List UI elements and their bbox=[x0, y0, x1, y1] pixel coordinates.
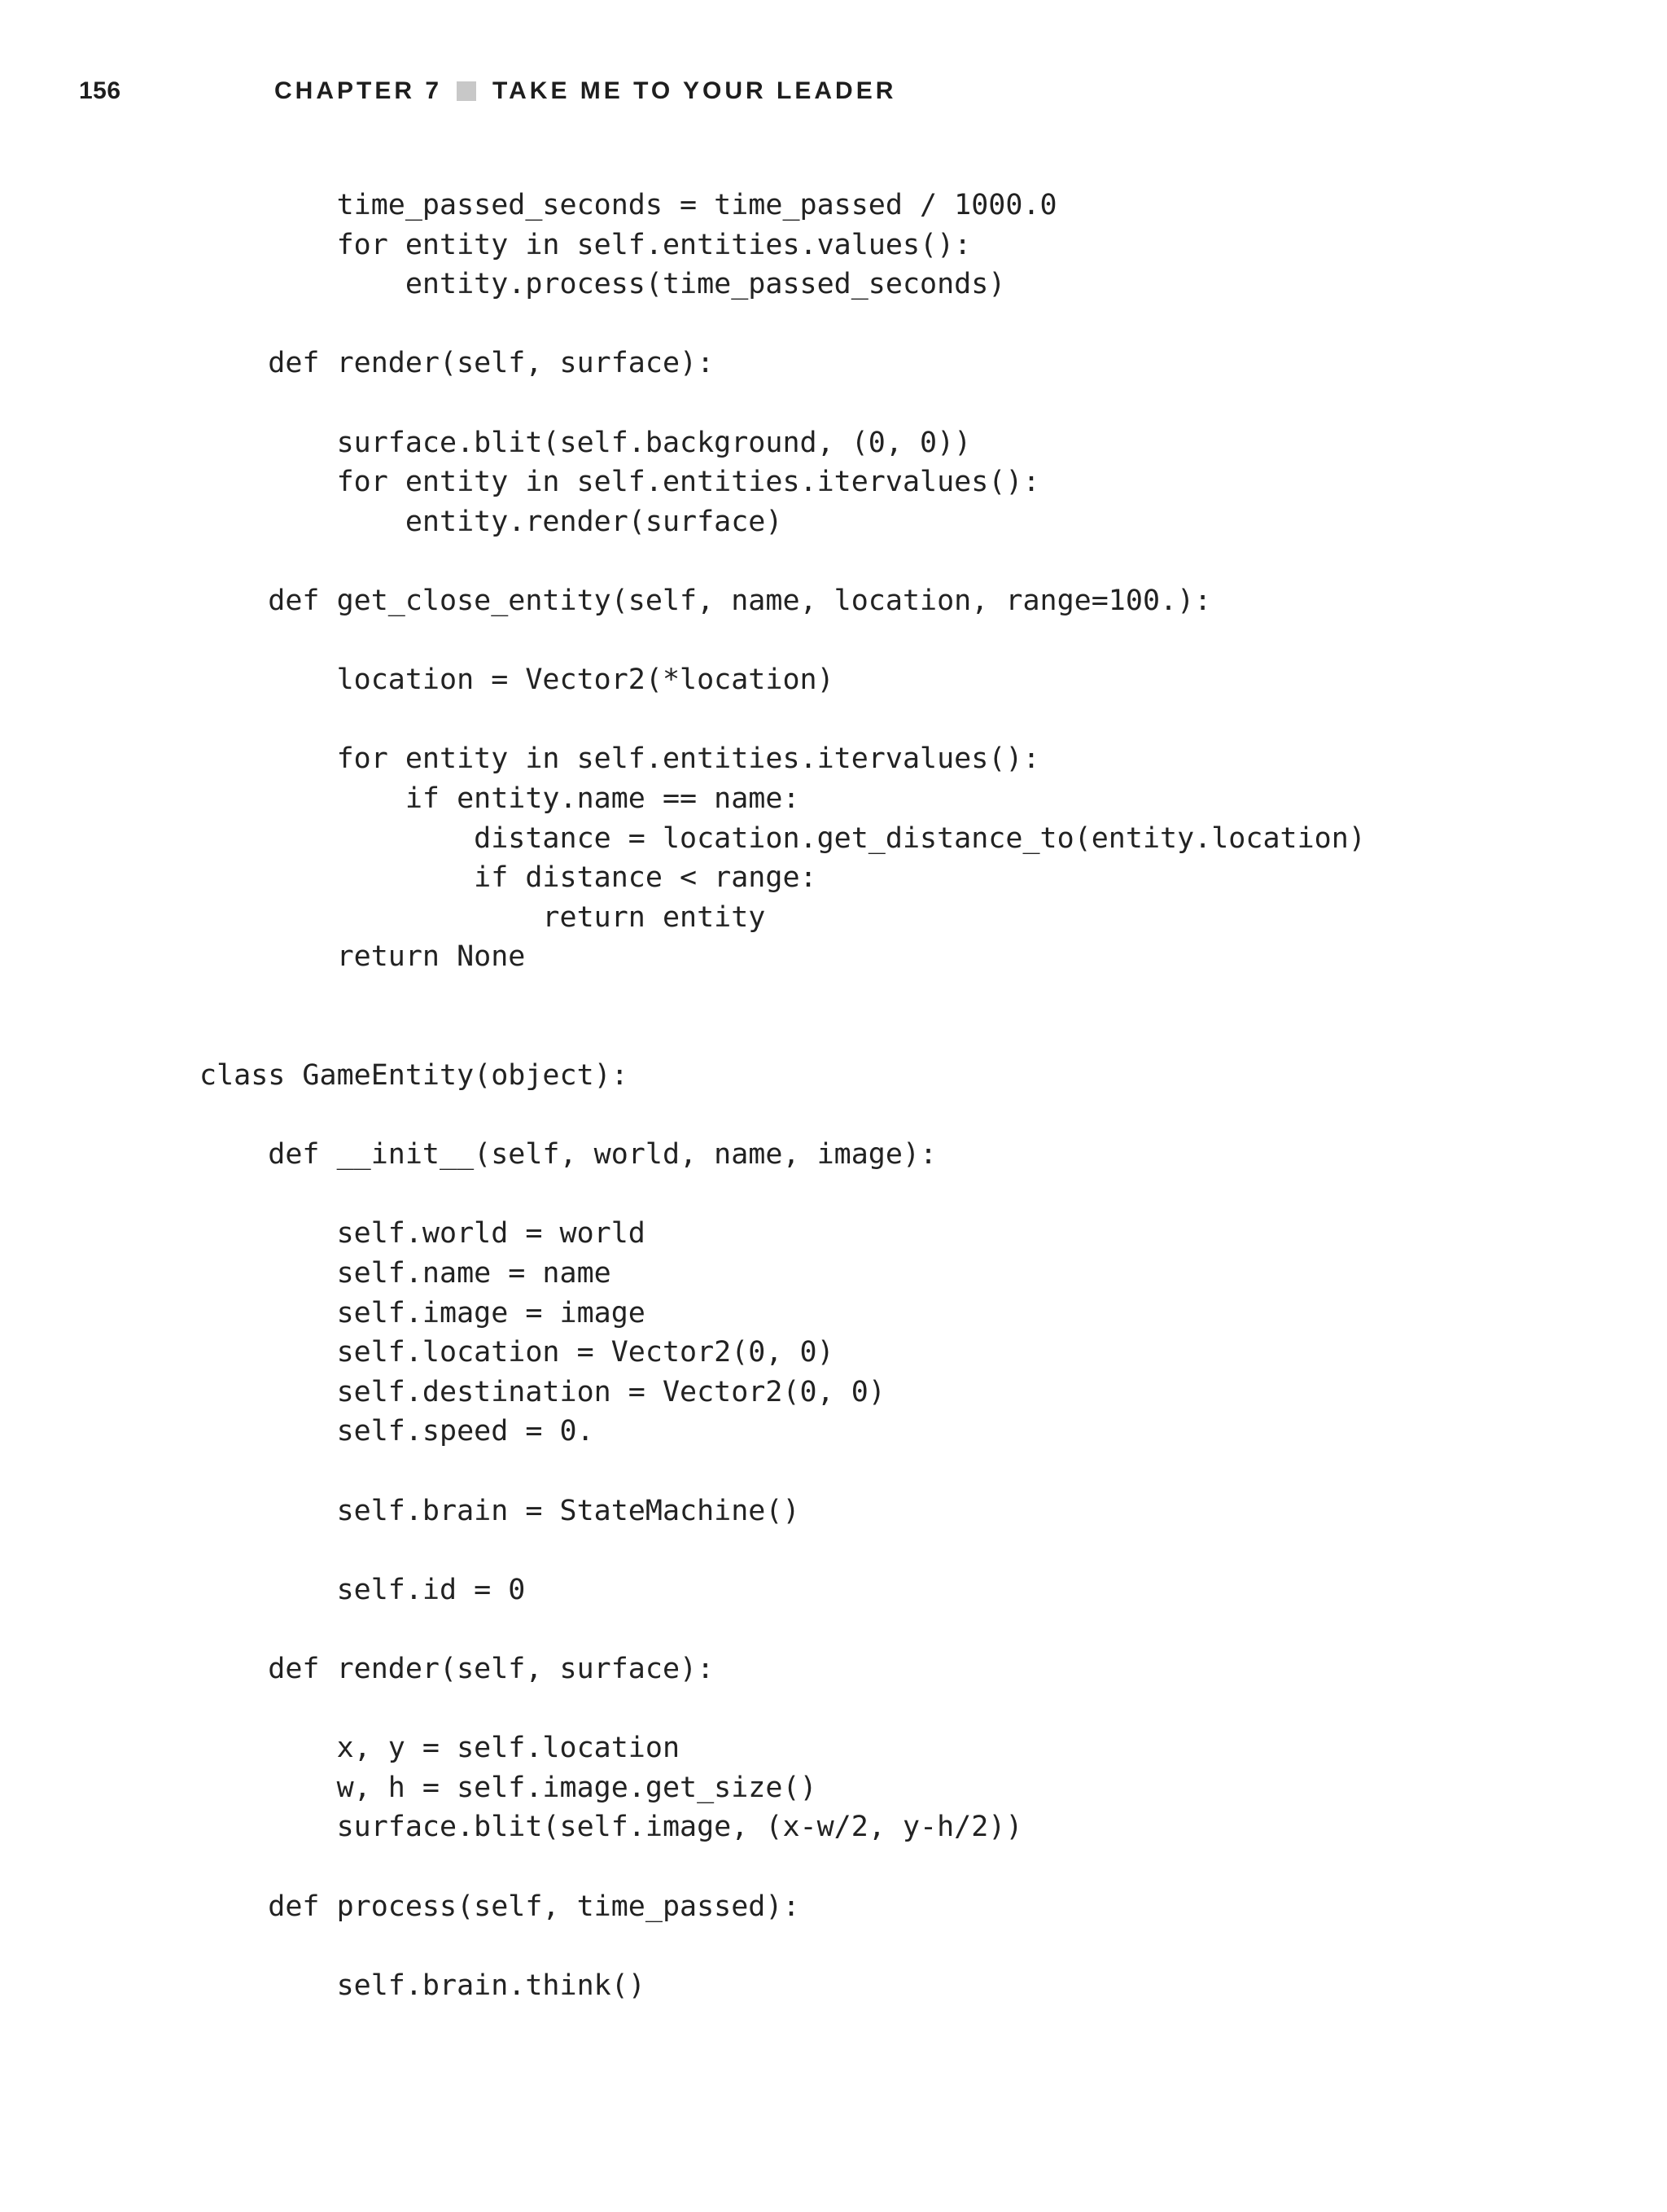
code-line bbox=[199, 700, 1632, 740]
code-line bbox=[199, 1452, 1632, 1491]
code-line: self.image = image bbox=[199, 1296, 645, 1329]
code-line: time_passed_seconds = time_passed / 1000.0 bbox=[199, 189, 1057, 221]
running-head bbox=[79, 75, 896, 107]
code-line bbox=[199, 1175, 1632, 1215]
code-line: x, y = self.location bbox=[199, 1732, 680, 1765]
code-line: surface.blit(self.image, (x-w/2, y-h/2)) bbox=[199, 1811, 1023, 1844]
code-line: self.world = world bbox=[199, 1217, 645, 1251]
code-line: def __init__(self, world, name, image): bbox=[199, 1138, 938, 1172]
code-line: self.brain.think() bbox=[199, 1969, 645, 2002]
code-line: distance = location.get_distance_to(entity.location) bbox=[199, 821, 1366, 855]
code-line: self.id = 0 bbox=[199, 1573, 526, 1606]
code-listing bbox=[199, 186, 1632, 2005]
code-line: self.brain = StateMachine() bbox=[199, 1494, 800, 1527]
code-line bbox=[199, 1926, 1632, 1966]
code-line bbox=[199, 383, 1632, 423]
code-line: entity.render(surface) bbox=[199, 505, 783, 538]
code-line: return entity bbox=[199, 900, 766, 934]
code-line: self.name = name bbox=[199, 1257, 611, 1290]
code-line: class GameEntity(object): bbox=[199, 1059, 628, 1093]
code-line: def get_close_entity(self, name, location, range=100.): bbox=[199, 584, 1212, 617]
code-line: for entity in self.entities.itervalues(): bbox=[199, 742, 1040, 776]
code-line bbox=[199, 1016, 1632, 1056]
code-line bbox=[199, 541, 1632, 581]
code-line: def render(self, surface): bbox=[199, 1652, 715, 1685]
code-line: self.destination = Vector2(0, 0) bbox=[199, 1375, 886, 1408]
code-line: entity.process(time_passed_seconds) bbox=[199, 268, 1006, 301]
separator-square-icon bbox=[457, 81, 476, 101]
code-line bbox=[199, 977, 1632, 1017]
code-line: if distance < range: bbox=[199, 861, 817, 895]
code-line: w, h = self.image.get_size() bbox=[199, 1771, 817, 1804]
code-line: for entity in self.entities.itervalues(): bbox=[199, 466, 1040, 499]
code-line bbox=[199, 621, 1632, 661]
code-line bbox=[199, 304, 1632, 344]
page-number: 156 bbox=[79, 77, 121, 104]
chapter-title: TAKE ME TO YOUR LEADER bbox=[492, 77, 897, 104]
code-line: self.speed = 0. bbox=[199, 1415, 594, 1448]
code-line bbox=[199, 1689, 1632, 1729]
code-line: return None bbox=[199, 940, 526, 974]
code-line: if entity.name == name: bbox=[199, 782, 800, 815]
chapter-label: CHAPTER 7 bbox=[274, 77, 443, 104]
code-line: def render(self, surface): bbox=[199, 347, 715, 380]
code-line: location = Vector2(*location) bbox=[199, 664, 834, 697]
code-line bbox=[199, 1096, 1632, 1136]
code-line bbox=[199, 1610, 1632, 1649]
code-line bbox=[199, 1847, 1632, 1887]
code-line: def process(self, time_passed): bbox=[199, 1890, 800, 1923]
code-line: for entity in self.entities.values(): bbox=[199, 228, 972, 261]
code-line bbox=[199, 1531, 1632, 1570]
code-line: surface.blit(self.background, (0, 0)) bbox=[199, 426, 972, 459]
code-line: self.location = Vector2(0, 0) bbox=[199, 1336, 834, 1369]
